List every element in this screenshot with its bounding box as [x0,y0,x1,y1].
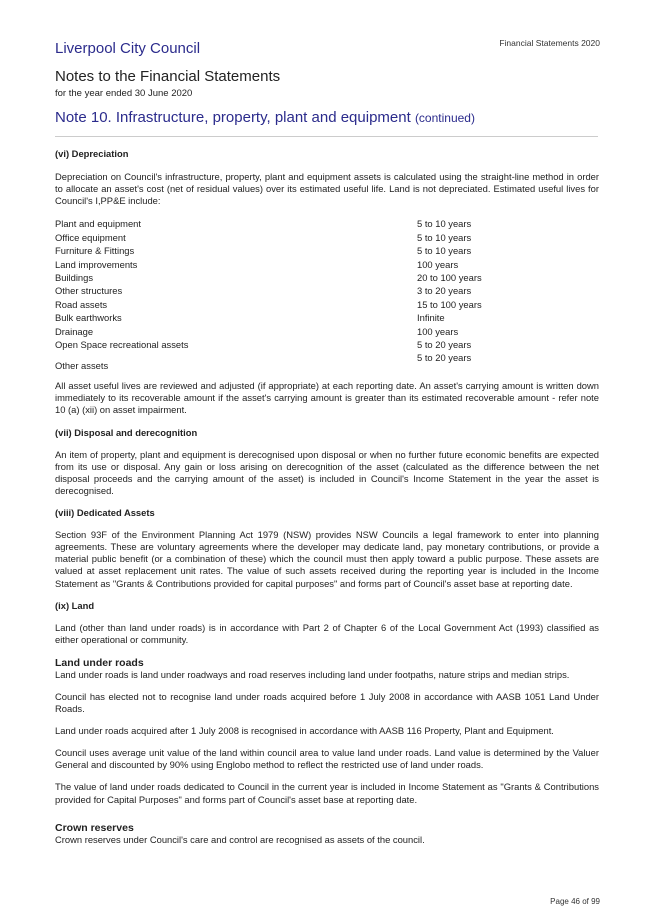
note-title: Note 10. Infrastructure, property, plant and equipment [55,109,411,126]
land-under-roads-p4: Council uses average unit value of the land within council area to value land under roads. Land value is determined by the Valuer General and discounted by 90% using Englobo method to reflect the restricted use of land under roads. [55,747,599,771]
disposal-text: An item of property, plant and equipment is derecognised upon disposal or when no further future economic benefits are expected from its use or disposal. Any gain or loss arising on derecognition of the asset (calculated as the difference between the net disposal proceeds and the carrying amount of the asset) is included in Council's Income Statement in the year the asset is derecognised. [55,448,599,496]
land-heading: (ix) Land [55,599,95,611]
asset-class: Other assets [55,360,109,372]
asset-life: 3 to 20 years [417,285,472,297]
useful-life-row [55,217,599,230]
land-under-roads-p1: Land under roads is land under roadways and road reserves including land under footpaths, nature strips and median strips. [55,668,570,680]
asset-life: 100 years [417,258,459,270]
asset-life: 5 to 20 years [417,338,472,350]
note-content [55,148,599,846]
asset-life: 15 to 100 years [417,298,482,310]
asset-class: Land improvements [55,258,138,270]
useful-life-row [55,258,599,271]
asset-life: 5 to 20 years [417,352,472,364]
note-suffix: (continued) [414,111,475,125]
asset-life: 100 years [417,325,459,337]
reporting-period: for the year ended 30 June 2020 [55,88,193,99]
dedicated-assets-text: Section 93F of the Environment Planning Act 1979 (NSW) provides NSW Councils a legal framework to enter into planning agreements. These are voluntary agreements where the developer may dedicate land, pay monetary contributions, or provide a material public benefit (or a combination of these) which the council must then apply toward a public purpose. These assets are valued at asset replacement unit rates. The value of such assets received during the reporting year is included in the Income Statement as "Grants & Contributions provided for capital purposes" and forms part of Council's asset base at reporting date. [55,529,599,589]
land-under-roads-p3: Land under roads acquired after 1 July 2008 is recognised in accordance with AASB 116 Property, Plant and Equipment. [55,725,554,737]
asset-life: 20 to 100 years [417,271,482,283]
asset-life: 5 to 10 years [417,218,472,230]
asset-class: Plant and equipment [55,218,142,230]
useful-life-row [55,231,599,244]
useful-lives-table [55,217,599,371]
useful-life-row [55,311,599,324]
useful-life-row [55,284,599,297]
depreciation-intro: Depreciation on Council's infrastructure, property, plant and equipment assets is calculated using the straight-line method in order to allocate an asset's cost (net of residual values) over its estimated useful life. Land is not depreciated. Estimated useful lives for Council's I,PP&E include: [55,171,599,207]
crown-reserves-heading: Crown reserves [55,821,134,834]
dedicated-assets-heading: (viii) Dedicated Assets [55,507,155,519]
useful-life-row [55,351,599,371]
land-text: Land (other than land under roads) is in accordance with Part 2 of Chapter 6 of the Local Government Act (1993) classified as either operational or community. [55,621,599,645]
asset-class: Office equipment [55,231,126,243]
page-number: Page 46 of 99 [550,897,600,906]
land-under-roads-p2: Council has elected not to recognise land under roads acquired before 1 July 2008 in accordance with AASB 1051 Land Under Roads. [55,690,599,715]
note-heading [55,109,475,126]
land-under-roads-p5: The value of land under roads dedicated to Council in the current year is included in Income Statement as "Grants & Contributions provided for Capital Purposes" and forms part of Council's asset base at reporting date. [55,781,599,805]
asset-class: Buildings [55,271,94,283]
useful-lives-review: All asset useful lives are reviewed and adjusted (if appropriate) at each reporting date. An asset's carrying amount is written down immediately to its recoverable amount if the asset's carrying amount is greater than its estimated recoverable amount - refer note 10 (a) (xii) on asset impairment. [55,380,599,416]
asset-life: 5 to 10 years [417,231,472,243]
depreciation-heading: (vi) Depreciation [55,148,129,159]
asset-class: Drainage [55,325,94,337]
asset-class: Bulk earthworks [55,312,122,324]
asset-life: Infinite [417,312,445,324]
useful-life-row [55,298,599,311]
useful-life-row [55,338,599,351]
document-label: Financial Statements 2020 [499,38,600,48]
useful-life-row [55,325,599,338]
asset-class: Furniture & Fittings [55,245,135,257]
page-title: Notes to the Financial Statements [55,68,281,85]
useful-life-row [55,244,599,257]
asset-class: Road assets [55,298,108,310]
crown-reserves-text: Crown reserves under Council's care and control are recognised as assets of the council. [55,833,425,845]
organisation-name: Liverpool City Council [55,40,201,57]
asset-life: 5 to 10 years [417,245,472,257]
heading-divider [55,136,598,137]
asset-class: Open Space recreational assets [55,338,189,350]
disposal-heading: (vii) Disposal and derecognition [55,426,198,438]
useful-life-row [55,271,599,284]
land-under-roads-heading: Land under roads [55,656,144,669]
asset-class: Other structures [55,285,123,297]
